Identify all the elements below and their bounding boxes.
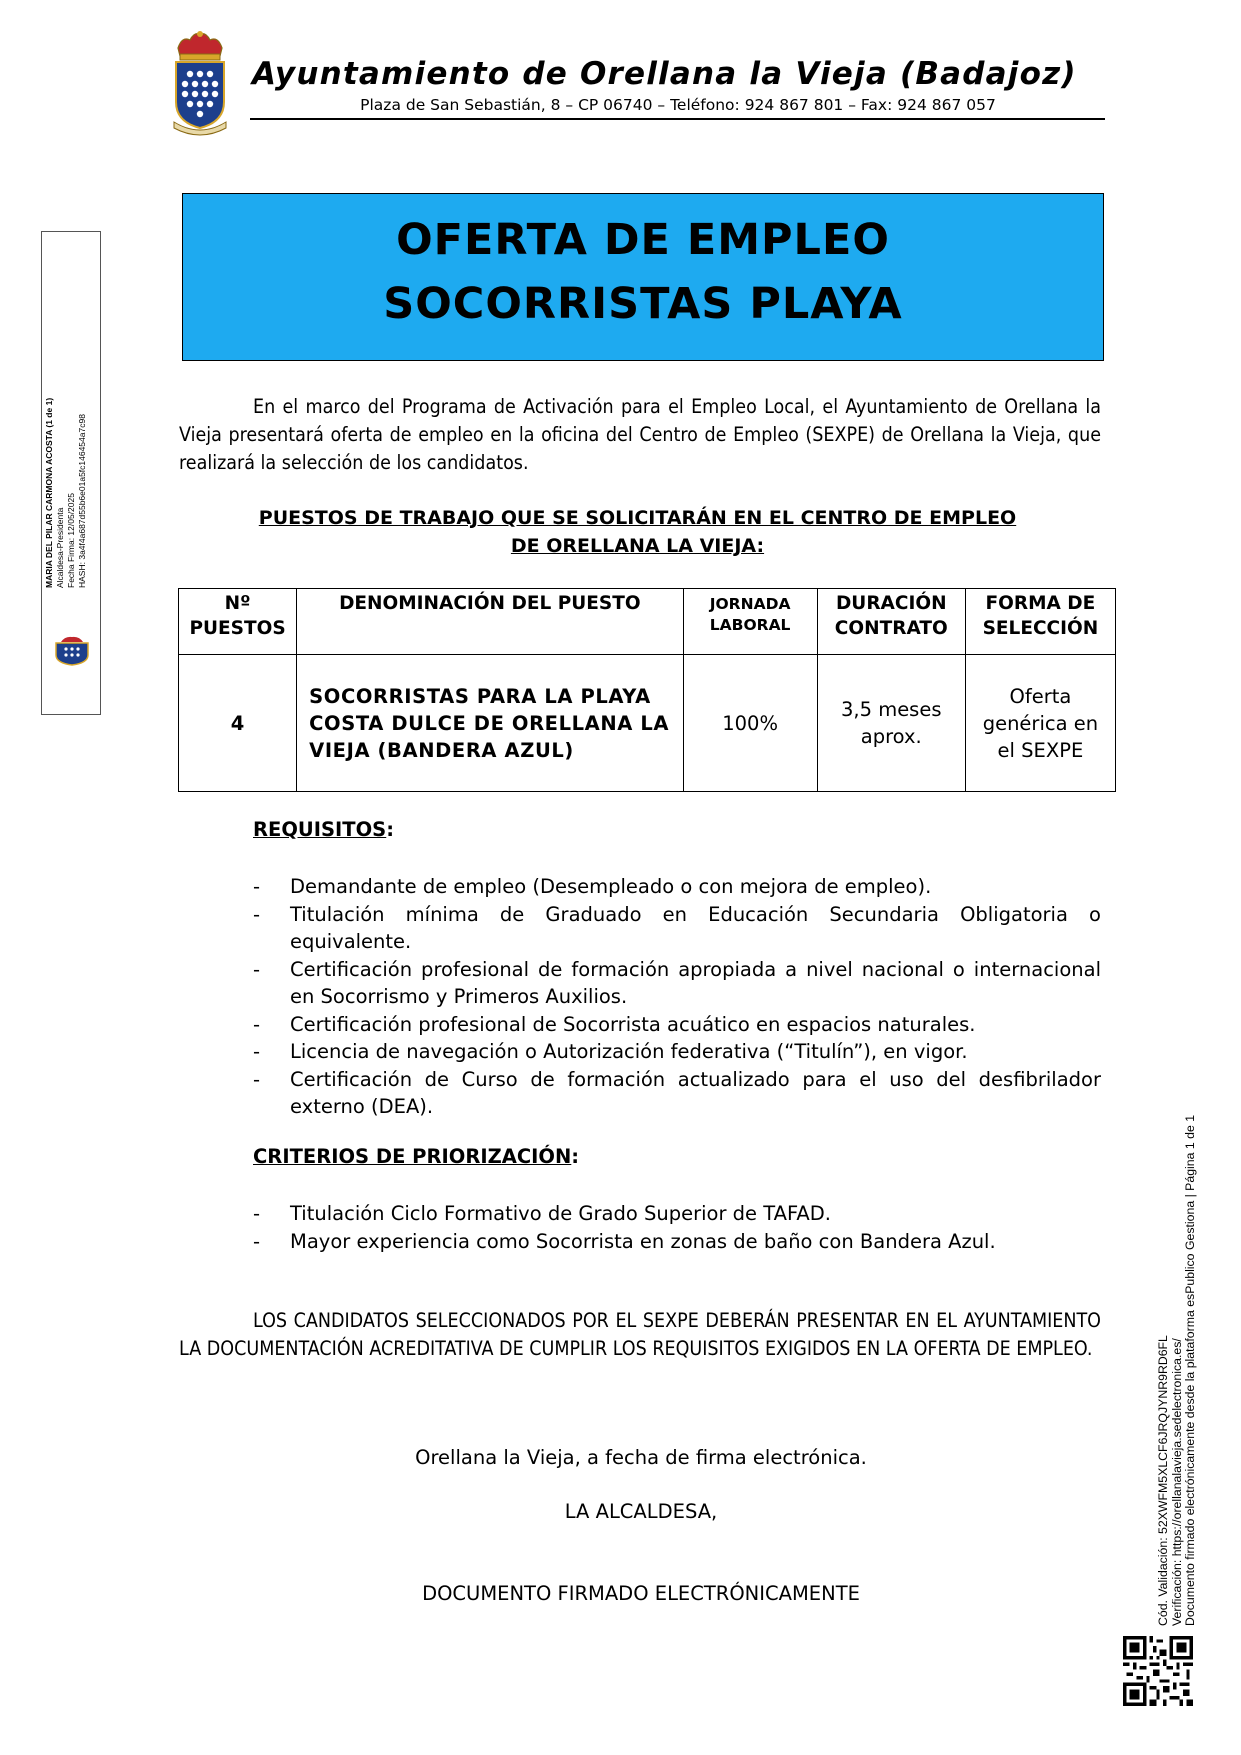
candidates-notice: LOS CANDIDATOS SELECCIONADOS POR EL SEXPE DEBERÁN PRESENTAR EN EL AYUNTAMIENTO LA DOCUMENTACIÓN ACREDITATIVA DE CUMPLIR LOS REQUISITOS EXIGIDOS EN LA OFERTA DE EMPLEO. [179,1309,1101,1360]
cell-job-name-line: VIEJA (BANDERA AZUL) [309,738,574,762]
criteria-heading-colon: : [571,1145,580,1168]
stamp-crest-icon [53,635,91,667]
requirement-text: Certificación de Curso de formación actualizado para el uso del desfibrilador externo (DEA). [290,1067,1101,1118]
cell-num-positions: 4 [179,655,297,792]
table-row [179,655,1116,792]
stamp-role: Alcaldesa-Presidenta [55,507,65,588]
list-item: - Titulación mínima de Graduado en Educación Secundaria Obligatoria o equivalente. [253,902,1101,953]
header-selection-line: SELECCIÓN [982,618,1099,639]
list-item: - Mayor experiencia como Socorrista en zonas de baño con Bandera Azul. [253,1229,996,1253]
header-duration-line: CONTRATO [834,618,948,639]
validation-code: Cód. Validación: 52XWFM5XLCF6JRQJYNR9RD6FL [1156,1335,1170,1626]
header-divider [250,118,1105,120]
list-item: - Certificación profesional de Socorrista acuático en espacios naturales. [253,1012,976,1036]
intro-paragraph: En el marco del Programa de Activación para el Empleo Local, el Ayuntamiento de Orellana la Vieja presentará oferta de empleo en la oficina del Centro de Empleo (SEXPE) de Orellana la Vieja, que realizará la selección de los candidatos. [179,395,1101,474]
header-workday-line: LABORAL [709,616,791,634]
stamp-signer: MARIA DEL PILAR CARMONA ACOSTA (1 de 1) [44,397,54,588]
municipal-crest-logo [168,30,232,136]
table-header-row [179,589,1116,655]
header-workday-line: JORNADA [709,595,791,613]
requirements-list [253,873,1101,1121]
criteria-list [253,1200,1101,1255]
signer-title: LA ALCALDESA, [564,1500,718,1523]
place-and-date: Orellana la Vieja, a fecha de firma electrónica. [415,1446,867,1469]
qr-code-icon[interactable] [1123,1636,1193,1706]
positions-heading-line-2: DE ORELLANA LA VIEJA: [510,535,765,557]
header-title: Ayuntamiento de Orellana la Vieja (Badajoz) [252,56,1077,92]
cell-selection-line: el SEXPE [997,738,1084,762]
header-selection [965,589,1115,655]
cell-selection-line: genérica en [982,711,1099,735]
cell-duration [817,655,965,792]
validation-platform: Documento firmado electrónicamente desde la plataforma esPublico Gestiona | Página 1 de 1 [1183,1114,1197,1626]
list-item: - Certificación de Curso de formación actualizado para el uso del desfibrilador externo (DEA). [253,1067,1101,1118]
signature-stamp-text [44,336,88,588]
validation-block [1157,1086,1198,1626]
header-job-name: DENOMINACIÓN DEL PUESTO [297,589,683,655]
header-num-line: Nº [224,593,251,614]
positions-heading-line-1: PUESTOS DE TRABAJO QUE SE SOLICITARÁN EN EL CENTRO DE EMPLEO [258,507,1017,529]
signed-notice: DOCUMENTO FIRMADO ELECTRÓNICAMENTE [422,1582,860,1605]
header-num-line: PUESTOS [189,618,286,639]
requirement-text: Licencia de navegación o Autorización federativa (“Titulín”), en vigor. [290,1040,968,1063]
title-line-2: SOCORRISTAS PLAYA [383,279,903,329]
cell-job-name-line: SOCORRISTAS PARA LA PLAYA [309,684,651,708]
criteria-heading [253,1145,579,1168]
cell-workday: 100% [683,655,817,792]
validation-url: Verificación: https://orellanalavieja.sedelectronica.es/ [1169,1338,1184,1626]
header-selection-line: FORMA DE [985,593,1096,614]
header-duration [817,589,965,655]
cell-duration-line: 3,5 meses [840,698,942,721]
requirement-text: Titulación mínima de Graduado en Educación Secundaria Obligatoria o equivalente. [290,902,1101,953]
list-item: - Certificación profesional de formación apropiada a nivel nacional o internacional en Socorrismo y Primeros Auxilios. [253,957,1101,1008]
positions-table [178,588,1116,792]
stamp-hash: HASH: 3a4f4a687d55b6e01a5fc146454a7c98 [77,414,87,588]
criteria-heading-label: CRITERIOS DE PRIORIZACIÓN [253,1145,572,1168]
list-item: - Demandante de empleo (Desempleado o con mejora de empleo). [253,875,932,898]
cell-duration-line: aprox. [860,725,922,748]
header-duration-line: DURACIÓN [835,593,947,614]
cell-selection-line: Oferta [1009,684,1072,708]
criteria-text: Mayor experiencia como Socorrista en zonas de baño con Bandera Azul. [290,1229,996,1253]
title-line-1: OFERTA DE EMPLEO [396,215,890,265]
criteria-text: Titulación Ciclo Formativo de Grado Superior de TAFAD. [290,1202,831,1225]
requirement-text: Demandante de empleo (Desempleado o con mejora de empleo). [290,875,932,898]
requirement-text: Certificación profesional de formación apropiada a nivel nacional o internacional en Socorrismo y Primeros Auxilios. [290,957,1101,1008]
cell-selection [965,655,1115,792]
requirements-heading-colon: : [386,818,395,841]
header-num-positions [179,589,297,655]
signature-stamp [41,231,101,715]
requirements-heading-label: REQUISITOS [253,818,387,841]
requirement-text: Certificación profesional de Socorrista acuático en espacios naturales. [290,1012,976,1036]
header-workday [683,589,817,655]
list-item: - Licencia de navegación o Autorización federativa (“Titulín”), en vigor. [253,1040,968,1063]
title-banner [182,193,1104,361]
cell-job-name-line: COSTA DULCE DE ORELLANA LA [309,711,670,735]
cell-job-name [297,655,683,792]
list-item: - Titulación Ciclo Formativo de Grado Superior de TAFAD. [253,1202,831,1225]
header-address: Plaza de San Sebastián, 8 – CP 06740 – Teléfono: 924 867 801 – Fax: 924 867 057 [360,96,996,114]
stamp-date: Fecha Firma: 12/05/2025 [66,493,76,588]
requirements-heading [253,818,394,841]
